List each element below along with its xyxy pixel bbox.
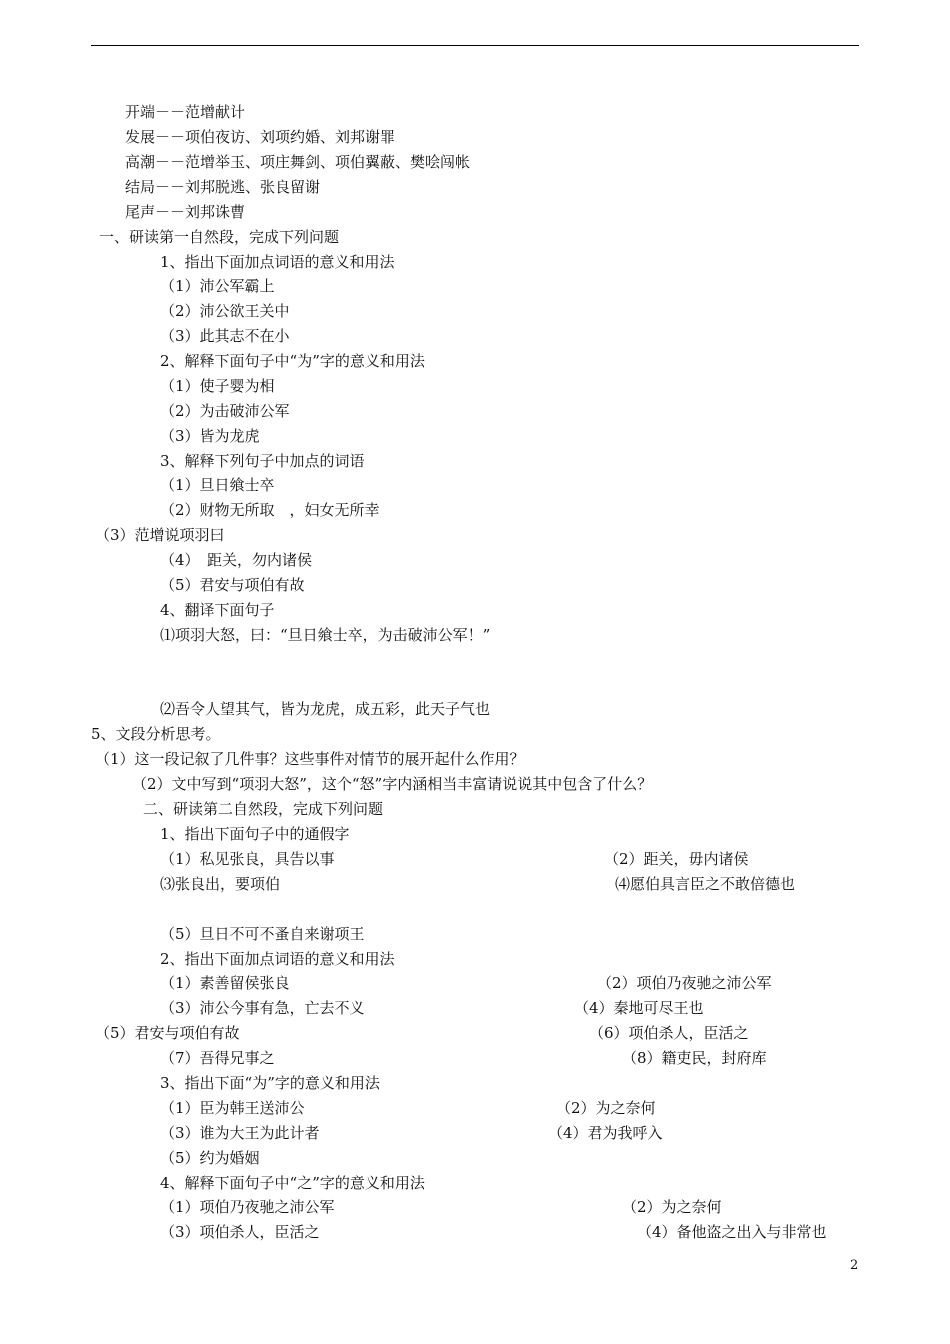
text-line: （3）谁为大王为此计者: [160, 1124, 320, 1142]
text-line: ⑴项羽大怒，曰：“旦日飨士卒，为击破沛公军！”: [160, 626, 491, 644]
text-line: 2、解释下面句子中“为”字的意义和用法: [160, 352, 425, 370]
text-line: （4）秦地可尽王也: [574, 999, 704, 1017]
text-line: （1）旦日飨士卒: [160, 476, 275, 494]
text-line: （2）财物无所取 ，妇女无所幸: [160, 501, 380, 519]
text-line: ⑷愿伯具言臣之不敢倍德也: [615, 875, 796, 893]
text-line: （8）籍吏民，封府库: [622, 1049, 767, 1067]
text-line: （4） 距关，勿内诸侯: [160, 551, 313, 569]
text-line: （7）吾得兄事之: [160, 1049, 275, 1067]
text-line: （2）文中写到“项羽大怒”，这个“怒”字内涵相当丰富请说说其中包含了什么？: [132, 775, 653, 793]
text-line: （1）使子婴为相: [160, 377, 275, 395]
text-line: 二、研读第二自然段，完成下列问题: [143, 800, 384, 818]
text-line: ⑵吾令人望其气，皆为龙虎，成五彩，此天子气也: [160, 700, 491, 718]
text-line: （5）约为婚姻: [160, 1149, 260, 1167]
text-line: （2）为之奈何: [556, 1099, 656, 1117]
text-line: 1、指出下面加点词语的意义和用法: [160, 253, 395, 271]
text-line: （5）旦日不可不蚤自来谢项王: [160, 925, 365, 943]
text-line: 4、解释下面句子中“之”字的意义和用法: [160, 1174, 425, 1192]
text-line: （1）沛公军霸上: [160, 277, 275, 295]
text-line: 开端－－范增献计: [125, 103, 246, 121]
text-line: （1）项伯乃夜驰之沛公军: [160, 1198, 335, 1216]
text-line: 结局－－刘邦脱逃、张良留谢: [125, 178, 321, 196]
text-line: （3）沛公今事有急，亡去不义: [160, 999, 365, 1017]
text-line: （4）备他盗之出入与非常也: [637, 1223, 827, 1241]
text-line: （3）此其志不在小: [160, 327, 290, 345]
text-line: （4）君为我呼入: [548, 1124, 663, 1142]
text-line: 4、翻译下面句子: [160, 601, 275, 619]
text-line: 发展－－项伯夜访、刘项约婚、刘邦谢罪: [125, 128, 396, 146]
text-line: （3）范增说项羽曰: [95, 526, 225, 544]
text-line: （1）私见张良，具告以事: [160, 850, 335, 868]
text-line: 3、指出下面“为”字的意义和用法: [160, 1074, 380, 1092]
text-line: 高潮－－范增举玉、项庄舞剑、项伯翼蔽、樊哙闯帐: [125, 153, 471, 171]
text-line: （1）这一段记叙了几件事？这些事件对情节的展开起什么作用？: [95, 750, 525, 768]
text-line: 1、指出下面句子中的通假字: [160, 825, 350, 843]
header-rule: [91, 45, 859, 46]
text-line: （1）臣为韩王送沛公: [160, 1099, 305, 1117]
text-line: （6）项伯杀人，臣活之: [589, 1024, 749, 1042]
text-line: （2）为击破沛公军: [160, 402, 290, 420]
text-line: （2）沛公欲王关中: [160, 302, 290, 320]
text-line: 5、文段分析思考。: [91, 725, 221, 743]
text-line: 3、解释下列句子中加点的词语: [160, 452, 365, 470]
text-line: （5）君安与项伯有故: [95, 1024, 240, 1042]
text-line: 2、指出下面加点词语的意义和用法: [160, 950, 395, 968]
text-line: （5）君安与项伯有故: [160, 576, 305, 594]
page-number: 2: [850, 1258, 859, 1273]
text-line: 尾声－－刘邦诛曹: [125, 203, 246, 221]
text-line: （2）为之奈何: [622, 1198, 722, 1216]
text-line: 一、研读第一自然段，完成下列问题: [99, 228, 340, 246]
text-line: （3）项伯杀人，臣活之: [160, 1223, 320, 1241]
text-line: （2）距关，毋内诸侯: [604, 850, 749, 868]
text-line: ⑶张良出，要项伯: [160, 875, 281, 893]
text-line: （3）皆为龙虎: [160, 427, 260, 445]
text-line: （2）项伯乃夜驰之沛公军: [597, 974, 772, 992]
text-line: （1）素善留侯张良: [160, 974, 290, 992]
